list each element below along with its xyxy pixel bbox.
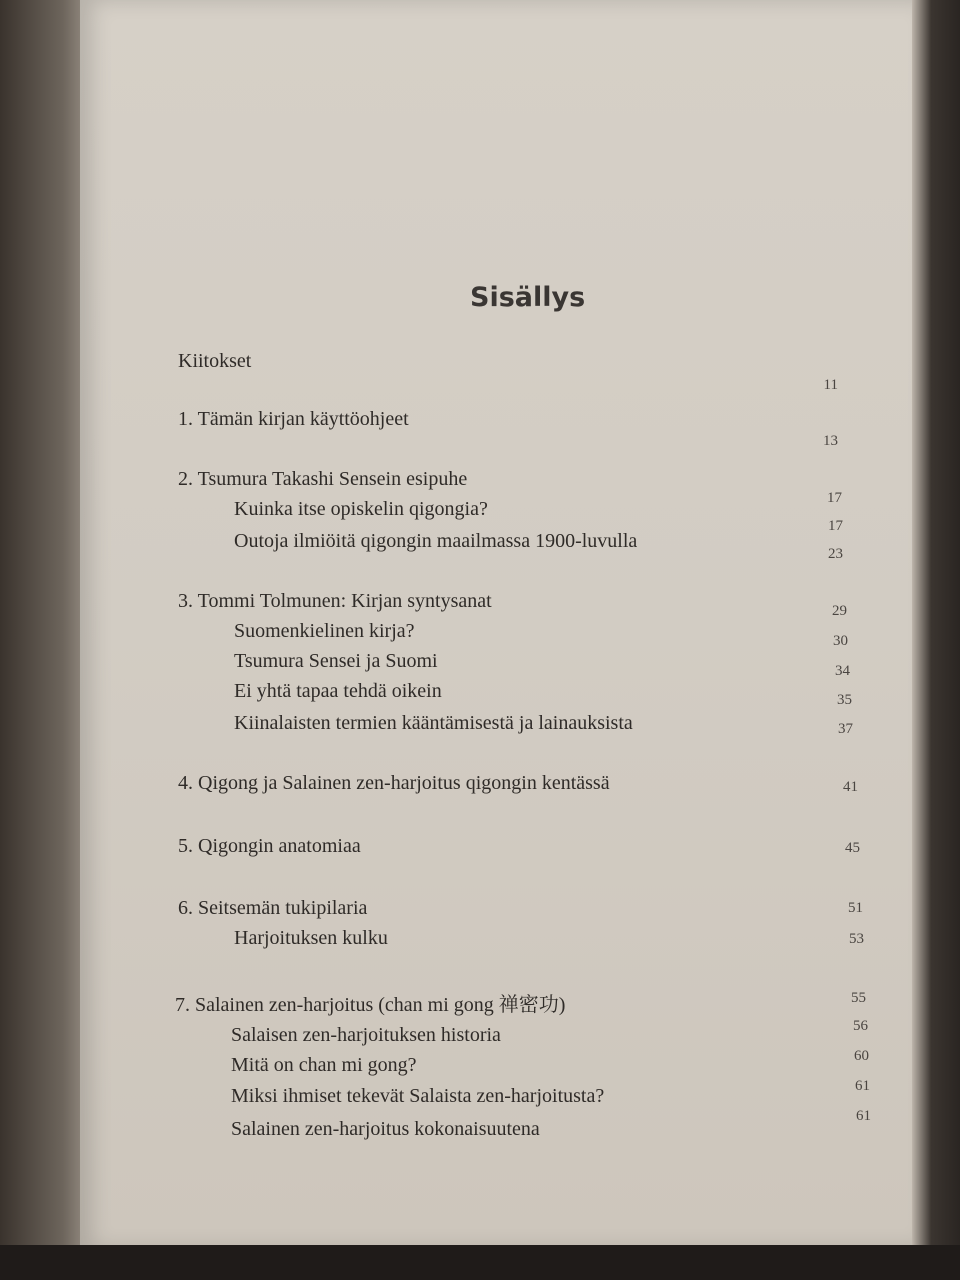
toc-entry: 5. Qigongin anatomiaa — [178, 835, 361, 857]
background-bottom — [0, 1245, 960, 1280]
toc-entry: Kiitokset — [178, 350, 252, 372]
toc-entry: Tsumura Sensei ja Suomi — [234, 650, 438, 672]
toc-entry: Kuinka itse opiskelin qigongia? — [234, 498, 488, 520]
toc-page-number: 61 — [856, 1108, 871, 1124]
toc-entry: 3. Tommi Tolmunen: Kirjan syntysanat — [178, 590, 492, 612]
toc-page-number: 17 — [827, 490, 842, 506]
toc-title: Sisällys — [470, 282, 586, 313]
toc-page-number: 51 — [848, 900, 863, 916]
toc-entry: Outoja ilmiöitä qigongin maailmassa 1900-luvulla — [234, 530, 638, 552]
toc-entry: Ei yhtä tapaa tehdä oikein — [234, 680, 442, 702]
toc-page-number: 55 — [851, 990, 866, 1006]
toc-entry: Harjoituksen kulku — [234, 927, 388, 949]
toc-page-number: 23 — [828, 546, 843, 562]
toc-page-number: 17 — [828, 518, 843, 534]
toc-page-number: 11 — [823, 377, 838, 393]
toc-page-number: 13 — [823, 433, 838, 449]
toc-entry: Suomenkielinen kirja? — [234, 620, 415, 642]
background-right — [912, 0, 960, 1280]
toc-page-number: 60 — [854, 1048, 869, 1064]
toc-page-number: 56 — [853, 1018, 868, 1034]
toc-page-number: 35 — [837, 692, 852, 708]
toc-entry: 6. Seitsemän tukipilaria — [178, 897, 368, 919]
toc-page-number: 37 — [838, 721, 853, 737]
toc-page-number: 61 — [855, 1078, 870, 1094]
toc-entry: Salainen zen-harjoitus kokonaisuutena — [231, 1118, 540, 1140]
toc-entry: 1. Tämän kirjan käyttöohjeet — [178, 408, 409, 430]
toc-page-number: 53 — [849, 931, 864, 947]
toc-page-number: 29 — [832, 603, 847, 619]
toc-entry: 4. Qigong ja Salainen zen-harjoitus qigongin kentässä — [178, 772, 610, 794]
toc-entry: Salaisen zen-harjoituksen historia — [231, 1024, 501, 1046]
toc-page-number: 34 — [835, 663, 850, 679]
toc-entry: Kiinalaisten termien kääntämisestä ja lainauksista — [234, 712, 633, 734]
toc-entry: Mitä on chan mi gong? — [231, 1054, 417, 1076]
toc-page-number: 41 — [843, 779, 858, 795]
book-page — [80, 0, 915, 1248]
toc-entry: Miksi ihmiset tekevät Salaista zen-harjoitusta? — [231, 1085, 605, 1107]
toc-entry: 2. Tsumura Takashi Sensein esipuhe — [178, 468, 468, 490]
toc-entry: 7. Salainen zen-harjoitus (chan mi gong 禅密功) — [175, 994, 566, 1016]
background-left — [0, 0, 90, 1280]
toc-page-number: 45 — [845, 840, 860, 856]
toc-page-number: 30 — [833, 633, 848, 649]
